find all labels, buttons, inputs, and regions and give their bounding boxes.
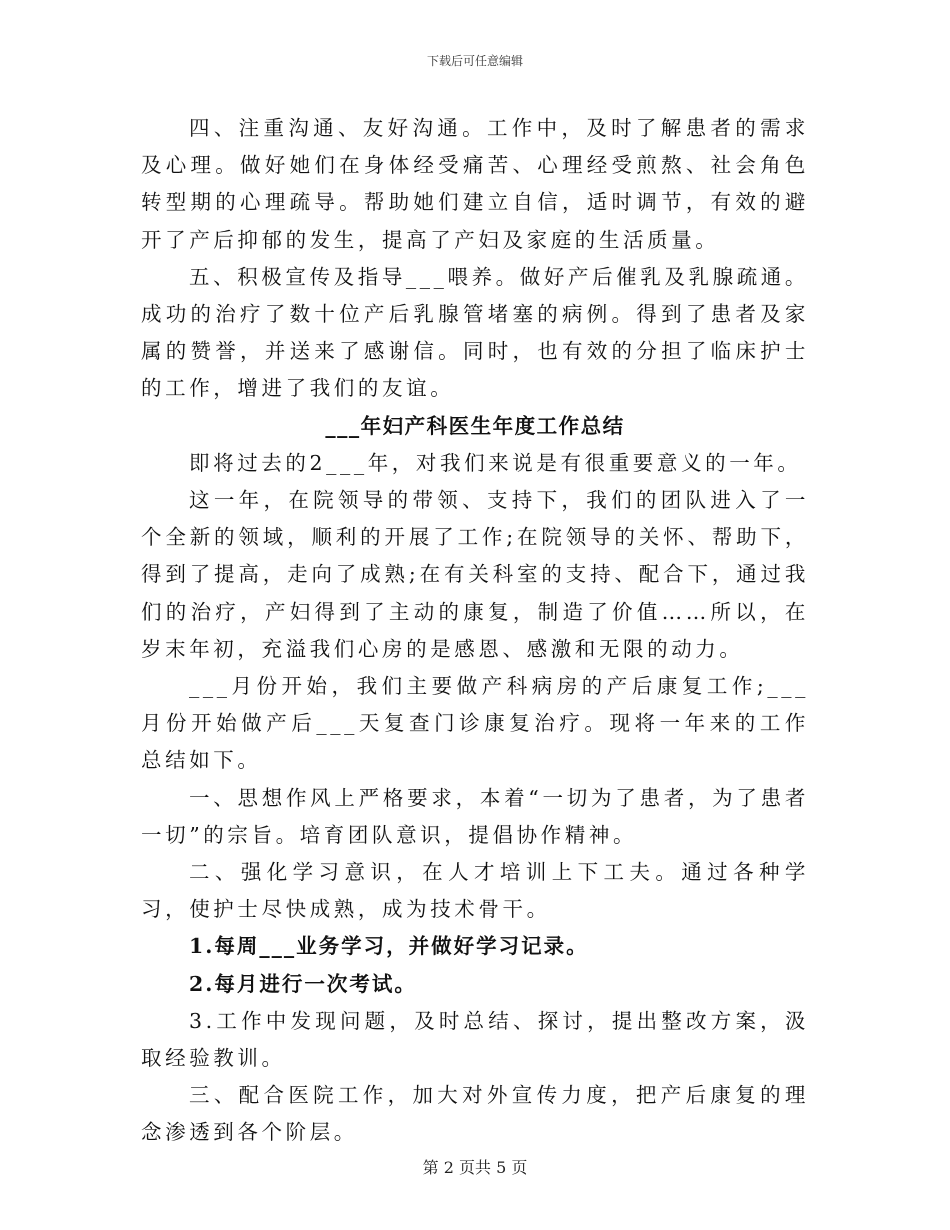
page-header: 下载后可任意编辑 [426, 54, 523, 68]
paragraph-work-start: ___月份开始，我们主要做产科病房的产后康复工作;___月份开始做产后___天复查门诊康复治疗。现将一年来的工作总结如下。 [141, 674, 809, 773]
paragraph-year-review: 这一年，在院领导的带领、支持下，我们的团队进入了一个全新的领域，顺利的开展了工作;在院领导的关怀、帮助下，得到了提高，走向了成熟;在有关科室的支持、配合下，通过我们的治疗，产妇得到了主动的康复，制造了价值……所以，在岁末年初，充溢我们心房的是感恩、感激和无限的动力。 [141, 488, 809, 661]
page-footer: 第 2 页共 5 页 [422, 1158, 528, 1177]
section-title: ___年妇产科医生年度工作总结 [325, 413, 625, 438]
paragraph-communication: 四、注重沟通、友好沟通。工作中，及时了解患者的需求及心理。做好她们在身体经受痛苦、心理经受煎熬、社会角色转型期的心理疏导。帮助她们建立自信，适时调节，有效的避开了产后抑郁的发生，提高了产妇及家庭的生活质量。 [141, 116, 809, 252]
list-item-monthly-exam: 2.每月进行一次考试。 [189, 971, 417, 996]
paragraph-point-two: 二、强化学习意识，在人才培训上下工夫。通过各种学习，使护士尽快成熟，成为技术骨干。 [141, 860, 809, 922]
paragraph-point-one: 一、思想作风上严格要求，本着“一切为了患者，为了患者一切”的宗旨。培育团队意识，提倡协作精神。 [141, 785, 809, 847]
paragraph-point-three: 三、配合医院工作，加大对外宣传力度，把产后康复的理念渗透到各个阶层。 [141, 1083, 809, 1145]
list-item-weekly-study: 1.每周___业务学习，并做好学习记录。 [189, 934, 589, 959]
document-body [141, 110, 809, 1152]
paragraph-intro: 即将过去的2___年，对我们来说是有很重要意义的一年。 [189, 450, 802, 475]
paragraph-feeding-guidance: 五、积极宣传及指导___喂养。做好产后催乳及乳腺疏通。成功的治疗了数十位产后乳腺管堵塞的病例。得到了患者及家属的赞誉，并送来了感谢信。同时，也有效的分担了临床护士的工作，增进了我们的友谊。 [141, 264, 809, 401]
list-item-problem-review: 3.工作中发现问题，及时总结、探讨，提出整改方案，汲取经验教训。 [141, 1008, 809, 1071]
